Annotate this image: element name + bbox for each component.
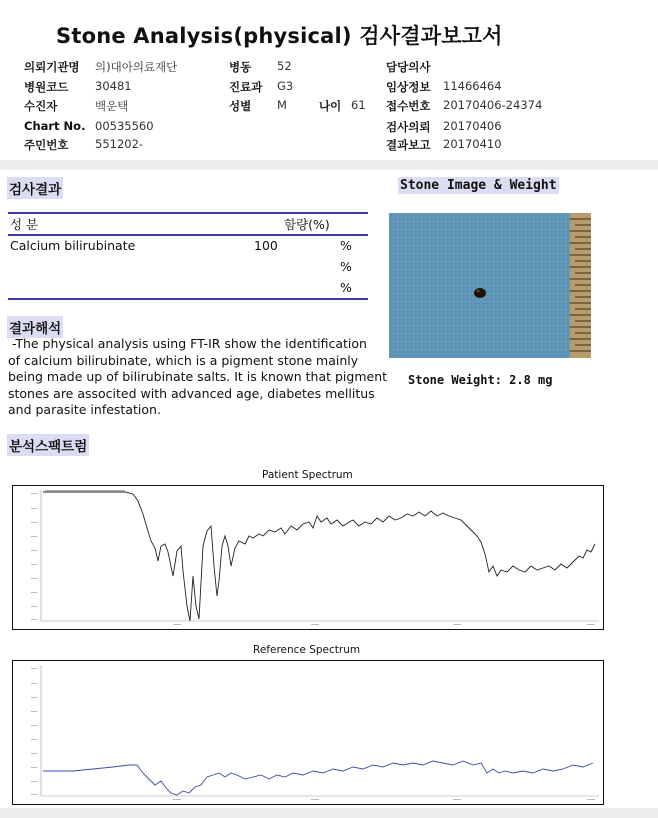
interpretation-text	[8, 336, 388, 419]
interpretation-heading: 결과해석	[7, 316, 63, 338]
result-component-1: Calcium bilirubinate	[10, 238, 136, 253]
label-report-date: 결과보고	[386, 138, 431, 152]
col-component-header: 성 분	[10, 217, 39, 232]
interpretation-line-3: being made up of bilirubinate salts. It is known that pigment	[8, 369, 388, 384]
reference-spectrum-chart	[12, 660, 604, 805]
value-resident-number: 551202-	[95, 137, 144, 151]
results-table-bottom-rule	[8, 298, 368, 300]
label-clinical-info: 임상정보	[386, 80, 431, 94]
value-hospital-code: 30481	[95, 79, 132, 93]
interpretation-line-2: of calcium bilirubinate, which is a pigment stone mainly	[8, 352, 359, 368]
value-sex: M	[277, 98, 287, 112]
label-ward: 병동	[229, 60, 252, 74]
label-receipt-number: 접수번호	[386, 99, 431, 113]
result-unit-3: %	[340, 280, 352, 295]
value-report-date: 20170410	[443, 137, 502, 151]
stone-heading: Stone Image & Weight	[400, 178, 557, 193]
reference-spectrum-plot	[13, 661, 603, 804]
results-table-top-rule	[8, 212, 368, 214]
label-patient-name: 수진자	[24, 99, 58, 113]
interpretation-line-1: -The physical analysis using FT-IR show the identification	[8, 336, 367, 351]
value-chart-no: 00535560	[95, 119, 154, 133]
label-age: 나이	[319, 99, 342, 113]
separator-band-top	[0, 160, 658, 170]
col-amount-header: 함량(%)	[284, 217, 330, 232]
result-amount-1: 100	[254, 238, 278, 253]
results-table-header-rule	[8, 234, 368, 236]
interpretation-line-5: and parasite infestation.	[8, 402, 161, 417]
label-department: 진료과	[229, 80, 263, 94]
value-ward: 52	[277, 59, 292, 73]
value-clinical-info: 11466464	[443, 79, 502, 93]
value-test-request-date: 20170406	[443, 119, 502, 133]
interpretation-line-4: stones are associted with advanced age, diabetes mellitus	[8, 385, 375, 401]
label-test-request-date: 검사의뢰	[386, 120, 431, 134]
value-age: 61	[351, 98, 366, 112]
reference-spectrum-title: Reference Spectrum	[253, 644, 361, 656]
spectrum-heading: 분석스팩트럼	[7, 434, 89, 456]
patient-spectrum-title: Patient Spectrum	[262, 469, 353, 481]
result-unit-2: %	[340, 259, 352, 274]
result-unit-1: %	[340, 238, 352, 253]
label-resident-number: 주민번호	[24, 138, 69, 152]
label-sex: 성별	[229, 99, 252, 113]
value-patient-name: 백운택	[95, 99, 129, 113]
separator-band-bottom	[0, 808, 658, 818]
label-attending-doctor: 담당의사	[386, 60, 431, 74]
value-receipt-number: 20170406-24374	[443, 98, 543, 112]
report-title: Stone Analysis(physical) 검사결과보고서	[56, 24, 503, 48]
value-requesting-institution: 의)대아의료재단	[95, 60, 178, 74]
value-department: G3	[277, 79, 294, 93]
label-requesting-institution: 의뢰기관명	[24, 60, 80, 74]
stone-weight: Stone Weight: 2.8 mg	[408, 373, 553, 387]
results-heading: 검사결과	[7, 177, 63, 199]
stone-photo	[389, 213, 591, 358]
label-chart-no: Chart No.	[24, 119, 86, 133]
patient-spectrum-plot	[13, 486, 603, 629]
stone-photo-graphic	[389, 213, 591, 358]
patient-spectrum-chart	[12, 485, 604, 630]
label-hospital-code: 병원코드	[24, 80, 69, 94]
